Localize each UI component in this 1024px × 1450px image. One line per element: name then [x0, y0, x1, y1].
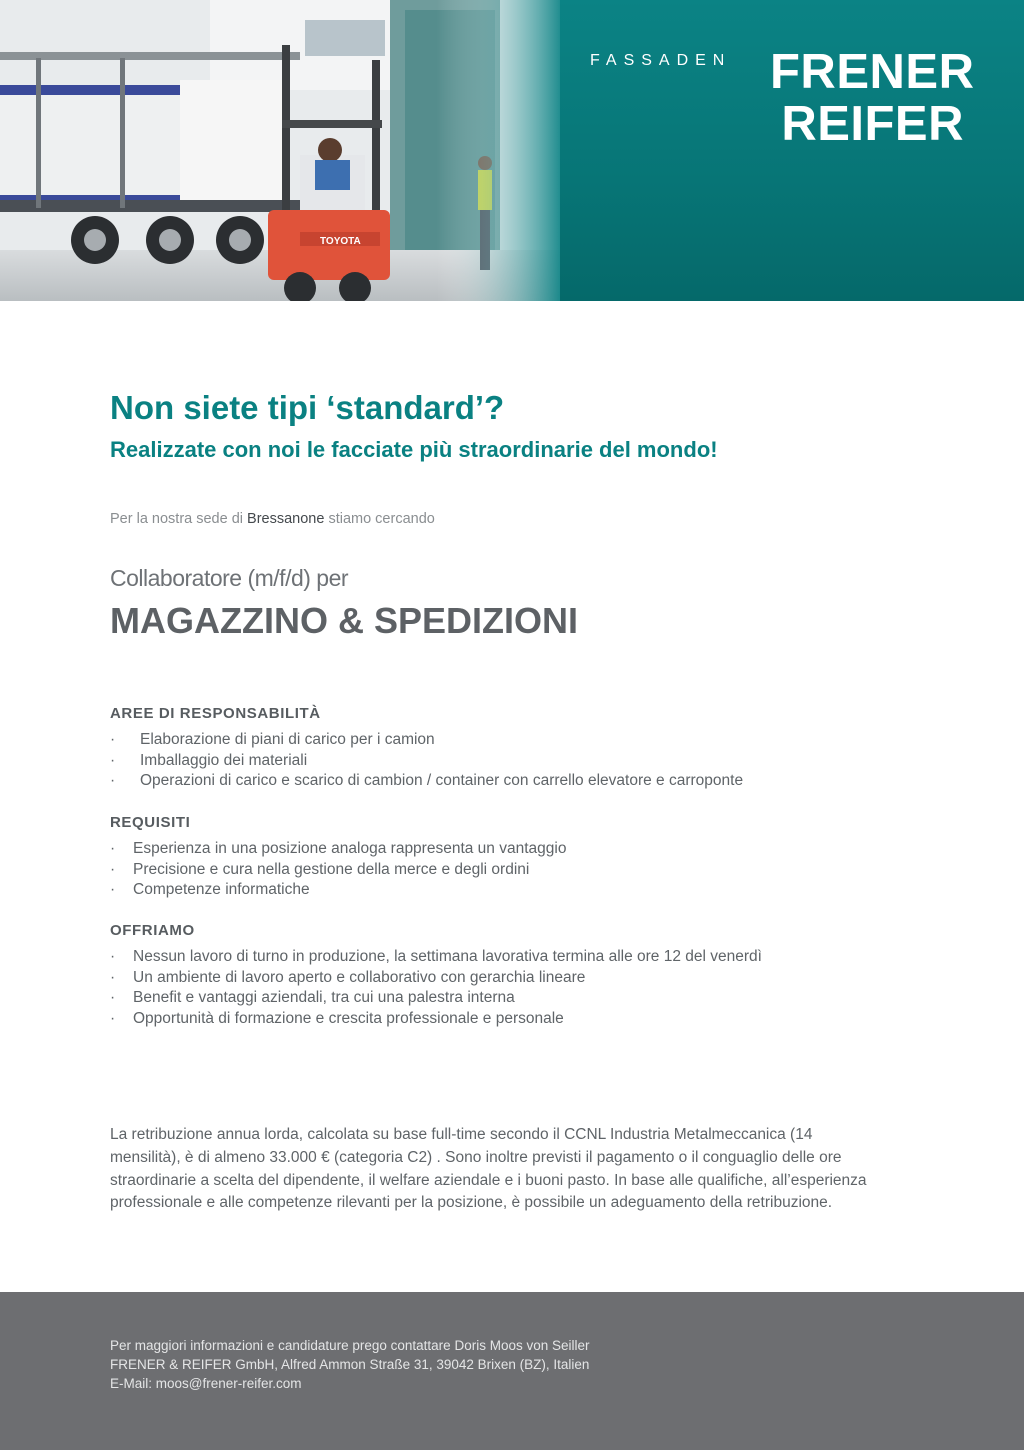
footer-email-line[interactable]: E-Mail: moos@frener-reifer.com: [110, 1376, 302, 1391]
brand-tagline: FASSADEN: [590, 52, 732, 69]
section-responsibilities: [110, 704, 910, 792]
section-title: REQUISITI: [110, 814, 191, 831]
list-item: · Nessun lavoro di turno in produzione, la settimana lavorativa termina alle ore 12 del venerdì: [110, 947, 910, 968]
logo-line-frener: FRENER: [770, 45, 975, 99]
list-item: · Precisione e cura nella gestione della merce e degli ordini: [110, 860, 910, 881]
logo-line-reifer: REIFER: [781, 97, 964, 151]
footer-contact-line: Per maggiori informazioni e candidature prego contattare Doris Moos von Seiller: [110, 1338, 590, 1353]
job-title: MAGAZZINO & SPEDIZIONI: [110, 600, 578, 641]
list-item: · Competenze informatiche: [110, 880, 910, 901]
headline: Non siete tipi ‘standard’?: [110, 389, 505, 426]
subheadline: Realizzate con noi le facciate più straordinarie del mondo!: [110, 437, 718, 462]
list-item: · Elaborazione di piani di carico per i camion: [110, 730, 910, 751]
header-banner: [0, 0, 1024, 301]
section-requirements: [110, 813, 910, 901]
list-item: · Un ambiente di lavoro aperto e collaborativo con gerarchia lineare: [110, 968, 910, 989]
list-item: · Esperienza in una posizione analoga rappresenta un vantaggio: [110, 839, 910, 860]
section-title: AREE DI RESPONSABILITÀ: [110, 705, 321, 722]
list-item: · Imballaggio dei materiali: [110, 751, 910, 772]
section-title: OFFRIAMO: [110, 922, 195, 939]
footer-address-line: FRENER & REIFER GmbH, Alfred Ammon Straße 31, 39042 Brixen (BZ), Italien: [110, 1357, 590, 1372]
section-offer: [110, 921, 910, 1030]
list-item: · Operazioni di carico e scarico di cambion / container con carrello elevatore e carroponte: [110, 771, 910, 792]
warehouse-photo: [0, 0, 560, 301]
list-item: · Benefit e vantaggi aziendali, tra cui una palestra interna: [110, 988, 910, 1009]
intro-text: [110, 509, 435, 529]
company-logo: [770, 45, 975, 151]
job-prefix: Collaboratore (m/f/d) per: [110, 565, 349, 591]
salary-paragraph: La retribuzione annua lorda, calcolata su base full-time secondo il CCNL Industria Metalmeccanica (14 mensilità), è di almeno 33.000 € (categoria C2) . Sono inoltre previsti il pagamento o il conguaglio delle ore straordinarie a scelta del dipendente, il welfare aziendale e i buoni pasto. In base alle qualifiche, all’esperienza professionale e alle competenze rilevanti per la posizione, è possibile un adeguamento della retribuzione.: [110, 1126, 867, 1212]
list-item: · Opportunità di formazione e crescita professionale e personale: [110, 1009, 910, 1030]
intro-after: stiamo cercando: [324, 511, 435, 527]
intro-location: Bressanone: [247, 511, 325, 527]
intro-before: Per la nostra sede di: [110, 511, 248, 527]
